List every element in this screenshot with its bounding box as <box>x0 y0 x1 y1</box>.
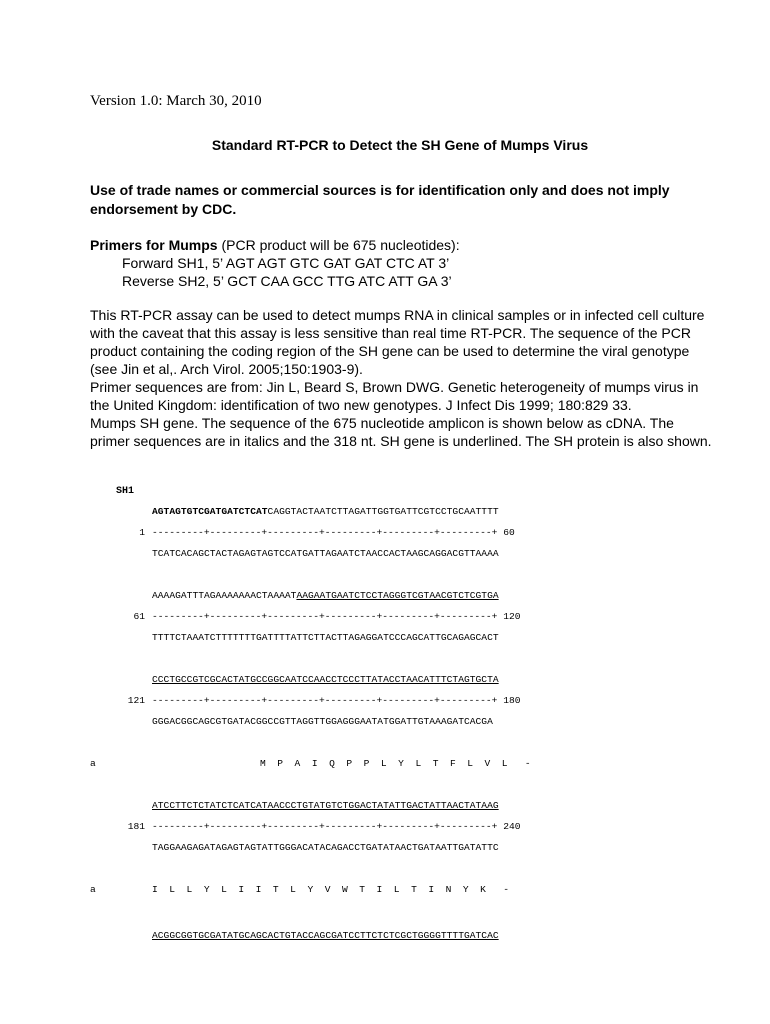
sequence-bottom-strand-4: TAGGAAGAGATAGAGTAGTATTGGGACATACAGACCTGATATAACTGATAATTGATATTC <box>152 842 499 853</box>
body-paragraphs <box>90 306 712 450</box>
translation-label-1: a <box>90 758 96 769</box>
position-end-3: 180 <box>503 695 521 706</box>
protein-translation-1: M P A I Q P P L Y L T F L V L - <box>260 758 531 769</box>
ruler-1-dashes: ---------+---------+---------+---------+---------+---------+ <box>152 527 498 538</box>
sequence-top-rest-1: CAGGTACTAATCTTAGATTGGTGATTCGTCCTGCAATTTT <box>267 506 499 517</box>
paragraph-references: Primer sequences are from: Jin L, Beard S, Brown DWG. Genetic heterogeneity of mumps virus in the United Kingdom: identification of two new genotypes. J Infect Dis 1999; 180:829 33. <box>90 379 699 413</box>
primers-heading-bold: Primers for Mumps <box>90 237 218 253</box>
translation-label-2: a <box>90 884 96 895</box>
protein-translation-2: I L L Y L I I T L Y V W T I L T I N Y K - <box>152 884 509 895</box>
primers-section <box>90 236 710 290</box>
sequence-top-strand-4: ATCCTTCTCTATCTCATCATAACCCTGTATGTCTGGACTATATTGACTATTAACTATAAG <box>152 800 499 811</box>
paragraph-sequence-note: Mumps SH gene. The sequence of the 675 nucleotide amplicon is shown below as cDNA. The primer sequences are in italics and the 318 nt. SH gene is underlined. The SH protein is also shown. <box>90 415 712 449</box>
disclaimer: Use of trade names or commercial sources is for identification only and does not imply endorsement by CDC. <box>90 182 670 217</box>
primers-heading-rest: (PCR product will be 675 nucleotides): <box>217 237 460 253</box>
ruler-4 <box>152 821 520 832</box>
forward-primer: Forward SH1, 5’ AGT AGT GTC GAT GAT CTC AT 3’ <box>122 255 450 271</box>
ruler-3 <box>152 695 520 706</box>
sequence-top-strand-3: CCCTGCCGTCGCACTATGCCGGCAATCCAACCTCCCTTATACCTAACATTTCTAGTGCTA <box>152 674 499 685</box>
position-end-4: 240 <box>503 821 521 832</box>
position-end-2: 120 <box>503 611 521 622</box>
position-start-4: 181 <box>127 821 145 832</box>
reverse-primer: Reverse SH2, 5’ GCT CAA GCC TTG ATC ATT GA 3’ <box>122 273 452 289</box>
paragraph-assay: This RT-PCR assay can be used to detect mumps RNA in clinical samples or in infected cell culture with the caveat that this assay is less sensitive than real time RT-PCR. The sequence of the PCR product containing the coding region of the SH gene can be used to determine the viral genotype (see Jin et al,. Arch Virol. 2005;150:1903-9). <box>90 307 705 377</box>
position-start-2: 61 <box>133 611 145 622</box>
position-start-3: 121 <box>127 695 145 706</box>
sequence-top-strand-1 <box>152 506 499 517</box>
sequence-top-strand-2 <box>152 590 499 601</box>
ruler-1 <box>152 527 515 538</box>
forward-primer-sequence: AGTAGTGTCGATGATCTCAT <box>152 506 268 517</box>
primers-heading <box>90 236 710 254</box>
ruler-4-dashes: ---------+---------+---------+---------+---------+---------+ <box>152 821 498 832</box>
sequence-bottom-strand-3: GGGACGGCAGCGTGATACGGCCGTTAGGTTGGAGGGAATATGGATTGTAAAGATCACGA <box>152 716 493 727</box>
position-end-1: 60 <box>503 527 515 538</box>
ruler-2 <box>152 611 520 622</box>
sequence-top-strand-5: ACGGCGGTGCGATATGCAGCACTGTACCAGCGATCCTTCTCTCGCTGGGGTTTTGATCAC <box>152 930 499 941</box>
sequence-bottom-strand-2: TTTTCTAAATCTTTTTTTGATTTTATTCTTACTTAGAGGATCCCAGCATTGCAGAGCACT <box>152 632 499 643</box>
ruler-3-dashes: ---------+---------+---------+---------+---------+---------+ <box>152 695 498 706</box>
sequence-bottom-strand-1: TCATCACAGCTACTAGAGTAGTCCATGATTAGAATCTAACCACTAAGCAGGACGTTAAAA <box>152 548 499 559</box>
sequence-top-plain-2: AAAAGATTTAGAAAAAAACTAAAAT <box>152 590 297 601</box>
primer-label: SH1 <box>116 486 135 497</box>
version-line: Version 1.0: March 30, 2010 <box>90 93 262 109</box>
position-start-1: 1 <box>139 527 145 538</box>
sh-gene-start: AAGAATGAATCTCCTAGGGTCGTAACGTCTCGTGA <box>296 590 499 601</box>
document-title: Standard RT-PCR to Detect the SH Gene of Mumps Virus <box>211 137 589 153</box>
ruler-2-dashes: ---------+---------+---------+---------+---------+---------+ <box>152 611 498 622</box>
